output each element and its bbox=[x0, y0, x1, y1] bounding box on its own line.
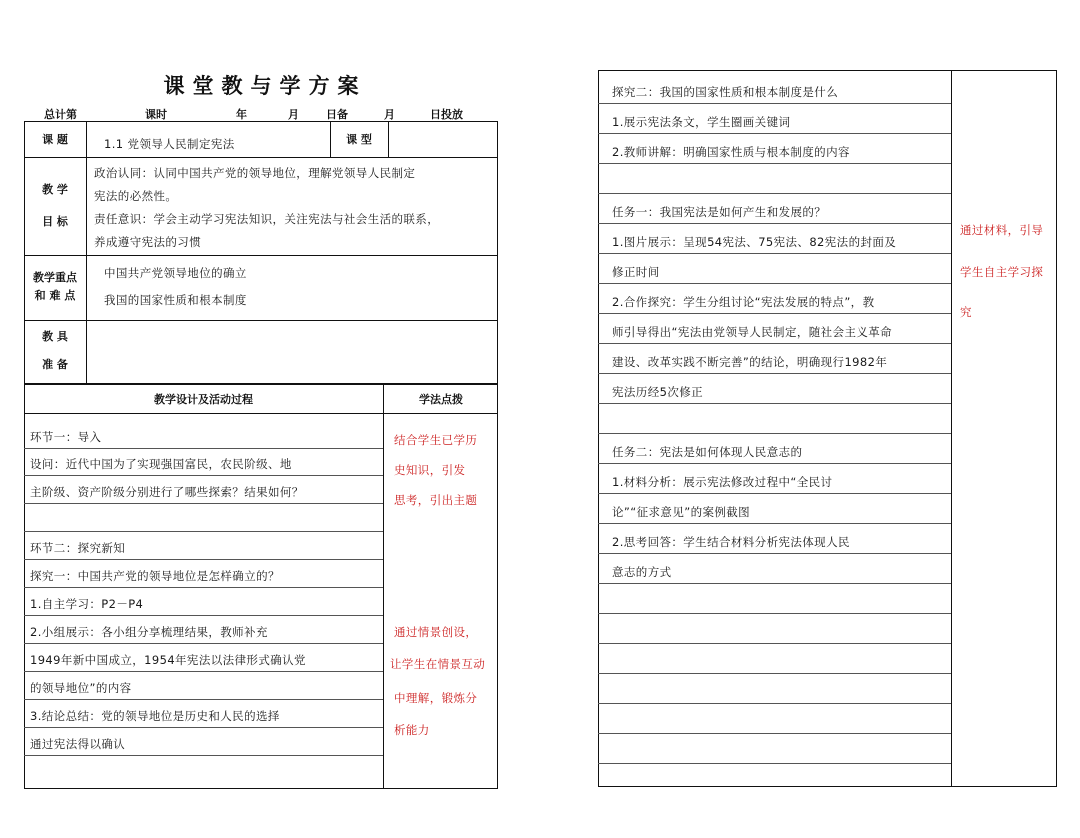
method-note-right: 通过材料，引导 bbox=[960, 223, 1044, 237]
label-tools-1: 教 具 bbox=[42, 330, 68, 343]
right-line: 任务一：我国宪法是如何产生和发展的？ bbox=[612, 205, 827, 219]
process-line: 的领导地位”的内容 bbox=[30, 681, 132, 695]
goal-line: 养成遵守宪法的习惯 bbox=[94, 235, 202, 249]
method-note-right: 究 bbox=[960, 305, 972, 319]
topic-value: 1.1 党领导人民制定宪法 bbox=[104, 137, 235, 151]
meta-prep-label: 日备 bbox=[326, 108, 348, 121]
meta-month-label: 月 bbox=[288, 108, 299, 121]
right-line: 任务二：宪法是如何体现人民意志的 bbox=[612, 445, 803, 459]
method-note: 让学生在情景互动 bbox=[390, 657, 486, 671]
label-topic: 课 题 bbox=[42, 133, 68, 146]
label-keypoints-2: 和 难 点 bbox=[34, 289, 76, 302]
right-line: 宪法历经5次修正 bbox=[612, 385, 704, 399]
right-line: 修正时间 bbox=[612, 265, 660, 279]
goal-line: 政治认同：认同中国共产党的领导地位，理解党领导人民制定 bbox=[94, 166, 416, 180]
process-line: 1949年新中国成立，1954年宪法以法律形式确认党 bbox=[30, 653, 306, 667]
method-note: 通过情景创设， bbox=[394, 625, 478, 639]
method-note: 析能力 bbox=[394, 723, 430, 737]
right-table-border bbox=[598, 70, 1057, 787]
right-line: 师引导得出“宪法由党领导人民制定，随社会主义革命 bbox=[612, 325, 893, 339]
goal-line: 责任意识：学会主动学习宪法知识，关注宪法与社会生活的联系， bbox=[94, 212, 440, 226]
process-line: 环节一：导入 bbox=[30, 430, 102, 444]
right-line: 2.思考回答：学生结合材料分析宪法体现人民 bbox=[612, 535, 850, 549]
method-note: 思考，引出主题 bbox=[394, 493, 478, 507]
label-design-header: 教学设计及活动过程 bbox=[154, 393, 253, 406]
meta-total-label: 总计第 bbox=[44, 108, 77, 121]
method-note: 史知识，引发 bbox=[394, 463, 466, 477]
label-tools-2: 准 备 bbox=[42, 358, 68, 371]
meta-use-label: 日投放 bbox=[430, 108, 463, 121]
method-note: 结合学生已学历 bbox=[394, 433, 478, 447]
right-line: 1.材料分析：展示宪法修改过程中“全民讨 bbox=[612, 475, 833, 489]
right-line: 探究二：我国的国家性质和根本制度是什么 bbox=[612, 85, 839, 99]
label-goal-1: 教 学 bbox=[42, 183, 68, 196]
right-line: 论”“征求意见”的案例截图 bbox=[612, 505, 751, 519]
right-line: 2.教师讲解：明确国家性质与根本制度的内容 bbox=[612, 145, 850, 159]
goal-line: 宪法的必然性。 bbox=[94, 189, 178, 203]
label-keypoints-1: 教学重点 bbox=[33, 271, 77, 284]
right-line: 意志的方式 bbox=[612, 565, 672, 579]
right-line: 2.合作探究：学生分组讨论“宪法发展的特点”，教 bbox=[612, 295, 875, 309]
right-line: 1.展示宪法条文，学生圈画关键词 bbox=[612, 115, 791, 129]
meta-year-label: 年 bbox=[236, 108, 247, 121]
label-type: 课 型 bbox=[346, 133, 372, 146]
label-goal-2: 目 标 bbox=[42, 215, 68, 228]
process-line: 探究一：中国共产党的领导地位是怎样确立的？ bbox=[30, 569, 280, 583]
keypoint-line: 中国共产党领导地位的确立 bbox=[104, 266, 247, 280]
process-line: 设问：近代中国为了实现强国富民，农民阶级、地 bbox=[30, 457, 292, 471]
process-line: 通过宪法得以确认 bbox=[30, 737, 126, 751]
process-line: 1.自主学习：P2－P4 bbox=[30, 597, 144, 611]
page-title: 课堂教与学方案 bbox=[163, 73, 367, 98]
process-line: 2.小组展示：各小组分享梳理结果，教师补充 bbox=[30, 625, 268, 639]
method-note-right: 学生自主学习探 bbox=[960, 265, 1044, 279]
right-line: 建设、改革实践不断完善”的结论，明确现行1982年 bbox=[612, 355, 888, 369]
keypoint-line: 我国的国家性质和根本制度 bbox=[104, 293, 247, 307]
meta-period-label: 课时 bbox=[145, 108, 167, 121]
process-line: 3.结论总结：党的领导地位是历史和人民的选择 bbox=[30, 709, 280, 723]
label-method-header: 学法点拨 bbox=[419, 393, 463, 406]
right-line: 1.图片展示：呈现54宪法、75宪法、82宪法的封面及 bbox=[612, 235, 897, 249]
process-line: 环节二：探究新知 bbox=[30, 541, 126, 555]
process-line: 主阶级、资产阶级分别进行了哪些探索？结果如何？ bbox=[30, 485, 304, 499]
meta-month2-label: 月 bbox=[384, 108, 395, 121]
method-note: 中理解，锻炼分 bbox=[394, 691, 478, 705]
